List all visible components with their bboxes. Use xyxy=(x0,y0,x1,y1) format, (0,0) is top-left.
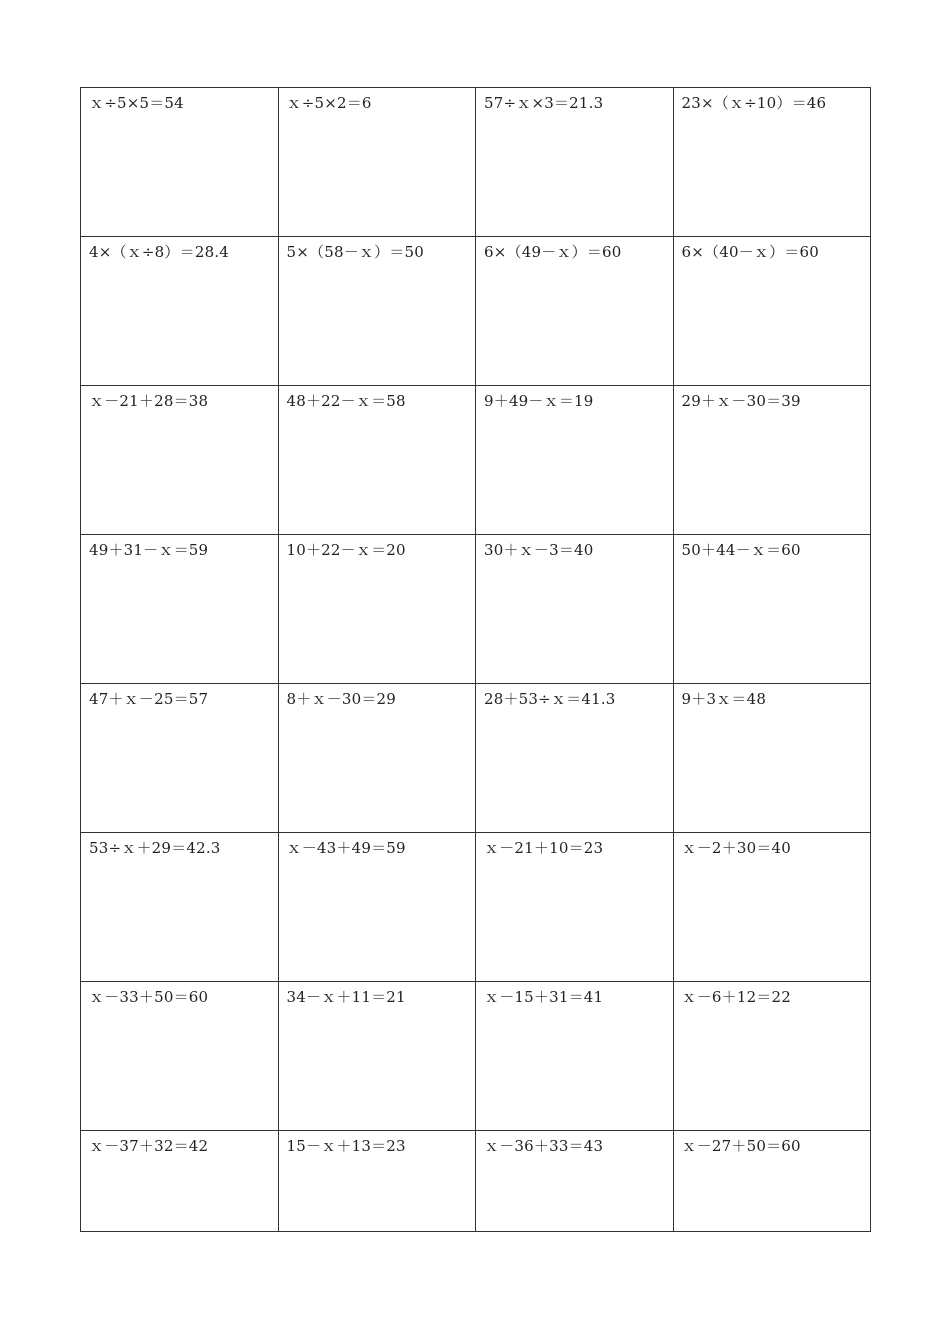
equation-text: ｘ－15＋31＝41 xyxy=(484,988,604,1006)
equation-cell xyxy=(476,833,674,982)
equation-text: 34－ｘ＋11＝21 xyxy=(286,988,406,1006)
equation-cell xyxy=(81,88,279,237)
equation-text: 50＋44－ｘ＝60 xyxy=(681,541,801,559)
equation-text: ｘ÷5×2＝6 xyxy=(286,94,372,112)
table-row xyxy=(81,684,871,833)
equation-cell xyxy=(81,535,279,684)
equation-cell xyxy=(673,982,871,1131)
equation-cell xyxy=(476,1131,674,1232)
table-row xyxy=(81,982,871,1131)
equation-cell xyxy=(476,237,674,386)
equation-text: 47＋ｘ－25＝57 xyxy=(89,690,209,708)
equation-text: 28＋53÷ｘ＝41.3 xyxy=(484,690,616,708)
equation-text: 29＋ｘ－30＝39 xyxy=(681,392,801,410)
equation-text: ｘ－27＋50＝60 xyxy=(681,1137,801,1155)
equation-text: 30＋ｘ－3＝40 xyxy=(484,541,594,559)
equation-cell xyxy=(476,535,674,684)
equation-text: 10＋22－ｘ＝20 xyxy=(286,541,406,559)
table-row xyxy=(81,535,871,684)
equation-text: ｘ－21＋28＝38 xyxy=(89,392,209,410)
equation-text: 5×（58－ｘ）＝50 xyxy=(286,243,424,261)
equation-text: ｘ－21＋10＝23 xyxy=(484,839,604,857)
equation-text: 9＋3ｘ＝48 xyxy=(681,690,767,708)
equation-text: ｘ－37＋32＝42 xyxy=(89,1137,209,1155)
equation-cell xyxy=(673,88,871,237)
equation-text: ｘ÷5×5＝54 xyxy=(89,94,184,112)
equation-cell xyxy=(673,1131,871,1232)
equation-cell xyxy=(476,88,674,237)
table-row xyxy=(81,237,871,386)
equation-cell xyxy=(476,386,674,535)
equation-worksheet-table xyxy=(80,87,871,1232)
equation-cell xyxy=(278,1131,476,1232)
equation-cell xyxy=(476,982,674,1131)
equation-text: ｘ－36＋33＝43 xyxy=(484,1137,604,1155)
equation-text: 53÷ｘ＋29＝42.3 xyxy=(89,839,221,857)
equation-text: 9＋49－ｘ＝19 xyxy=(484,392,594,410)
equation-text: ｘ－33＋50＝60 xyxy=(89,988,209,1006)
equation-text: 8＋ｘ－30＝29 xyxy=(286,690,397,708)
equation-cell xyxy=(278,386,476,535)
equation-text: ｘ－43＋49＝59 xyxy=(286,839,406,857)
equation-cell xyxy=(278,88,476,237)
equation-cell xyxy=(81,982,279,1131)
table-row xyxy=(81,88,871,237)
equation-cell xyxy=(673,386,871,535)
equation-cell xyxy=(278,684,476,833)
equation-text: 4×（ｘ÷8）＝28.4 xyxy=(89,243,230,261)
equation-text: 6×（49－ｘ）＝60 xyxy=(484,243,622,261)
equation-cell xyxy=(476,684,674,833)
equation-cell xyxy=(81,833,279,982)
equation-text: 49＋31－ｘ＝59 xyxy=(89,541,209,559)
equation-cell xyxy=(673,684,871,833)
table-row xyxy=(81,833,871,982)
equation-cell xyxy=(278,237,476,386)
equation-text: 57÷ｘ×3＝21.3 xyxy=(484,94,604,112)
equation-cell xyxy=(81,684,279,833)
equation-cell xyxy=(673,237,871,386)
equation-cell xyxy=(673,535,871,684)
equation-text: 23×（ｘ÷10）＝46 xyxy=(681,94,827,112)
equation-cell xyxy=(278,982,476,1131)
equation-text: ｘ－2＋30＝40 xyxy=(681,839,792,857)
equation-cell xyxy=(81,237,279,386)
equation-text: 15－ｘ＋13＝23 xyxy=(286,1137,406,1155)
table-row xyxy=(81,386,871,535)
equation-text: ｘ－6＋12＝22 xyxy=(681,988,792,1006)
equation-cell xyxy=(278,833,476,982)
table-row xyxy=(81,1131,871,1232)
equation-text: 48＋22－ｘ＝58 xyxy=(286,392,406,410)
equation-cell xyxy=(81,1131,279,1232)
equation-text: 6×（40－ｘ）＝60 xyxy=(681,243,819,261)
equation-cell xyxy=(81,386,279,535)
equation-cell xyxy=(673,833,871,982)
equation-cell xyxy=(278,535,476,684)
